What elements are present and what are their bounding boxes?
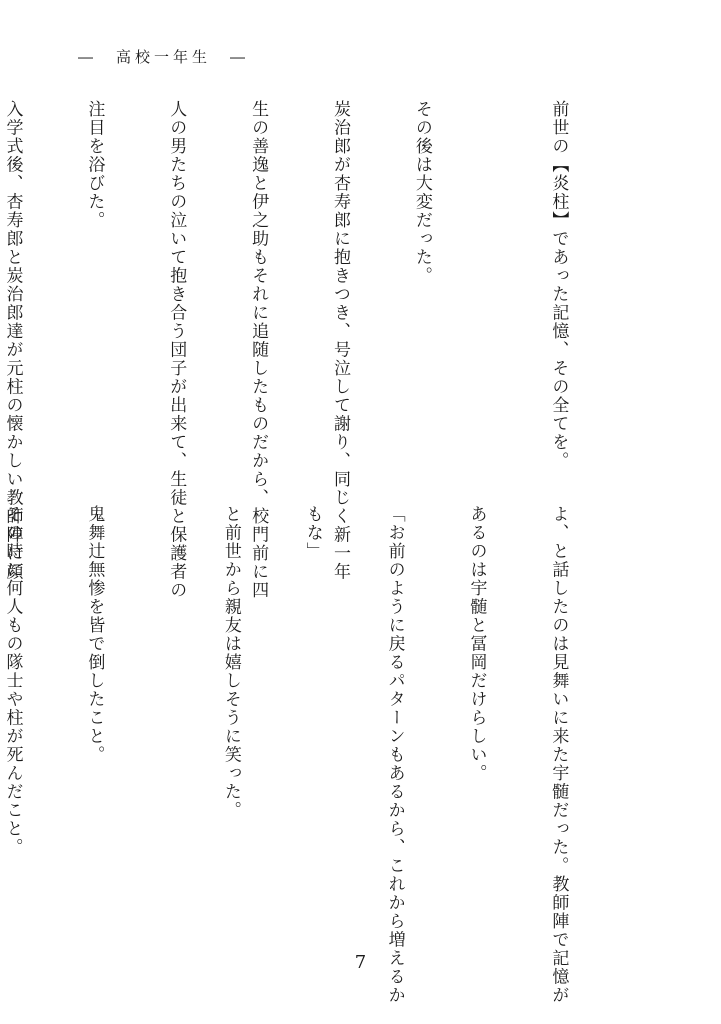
text-column: 入学式後、杏寿郎と炭治郎達が元柱の懐かしい教師陣に顔 <box>2 100 23 581</box>
text-column: あるのは宇髄と冨岡だけらしい。 <box>466 505 487 783</box>
text-column: と前世から親友は嬉しそうに笑った。 <box>220 505 241 820</box>
text-column: 鬼舞辻無惨を皆で倒したこと。 <box>84 505 105 764</box>
running-header: ― 高校一年生 ― <box>78 48 250 66</box>
text-column: 生の善逸と伊之助もそれに追随したものだから、校門前に四 <box>248 100 269 600</box>
page-number: 7 <box>354 952 367 973</box>
text-column: よ、と話したのは見舞いに来た宇髄だった。教師陣で記憶が <box>548 505 569 1005</box>
text-column: 前世の【炎柱】であった記憶、その全てを。 <box>548 100 569 470</box>
bottom-text-block <box>0 505 626 1005</box>
text-column: もな」 <box>302 505 323 561</box>
text-column: 「お前のように戻るパターンもあるから、これから増えるか <box>384 505 405 1005</box>
text-column: 人の男たちの泣いて抱き合う団子が出来て、生徒と保護者の <box>166 100 187 600</box>
text-column: 注目を浴びた。 <box>84 100 105 230</box>
text-column: 炭治郎が杏寿郎に抱きつき、号泣して謝り、同じく新一年 <box>330 100 351 581</box>
text-column: その時に何人もの隊士や柱が死んだこと。 <box>2 505 23 857</box>
text-column: その後は大変だった。 <box>411 100 432 285</box>
